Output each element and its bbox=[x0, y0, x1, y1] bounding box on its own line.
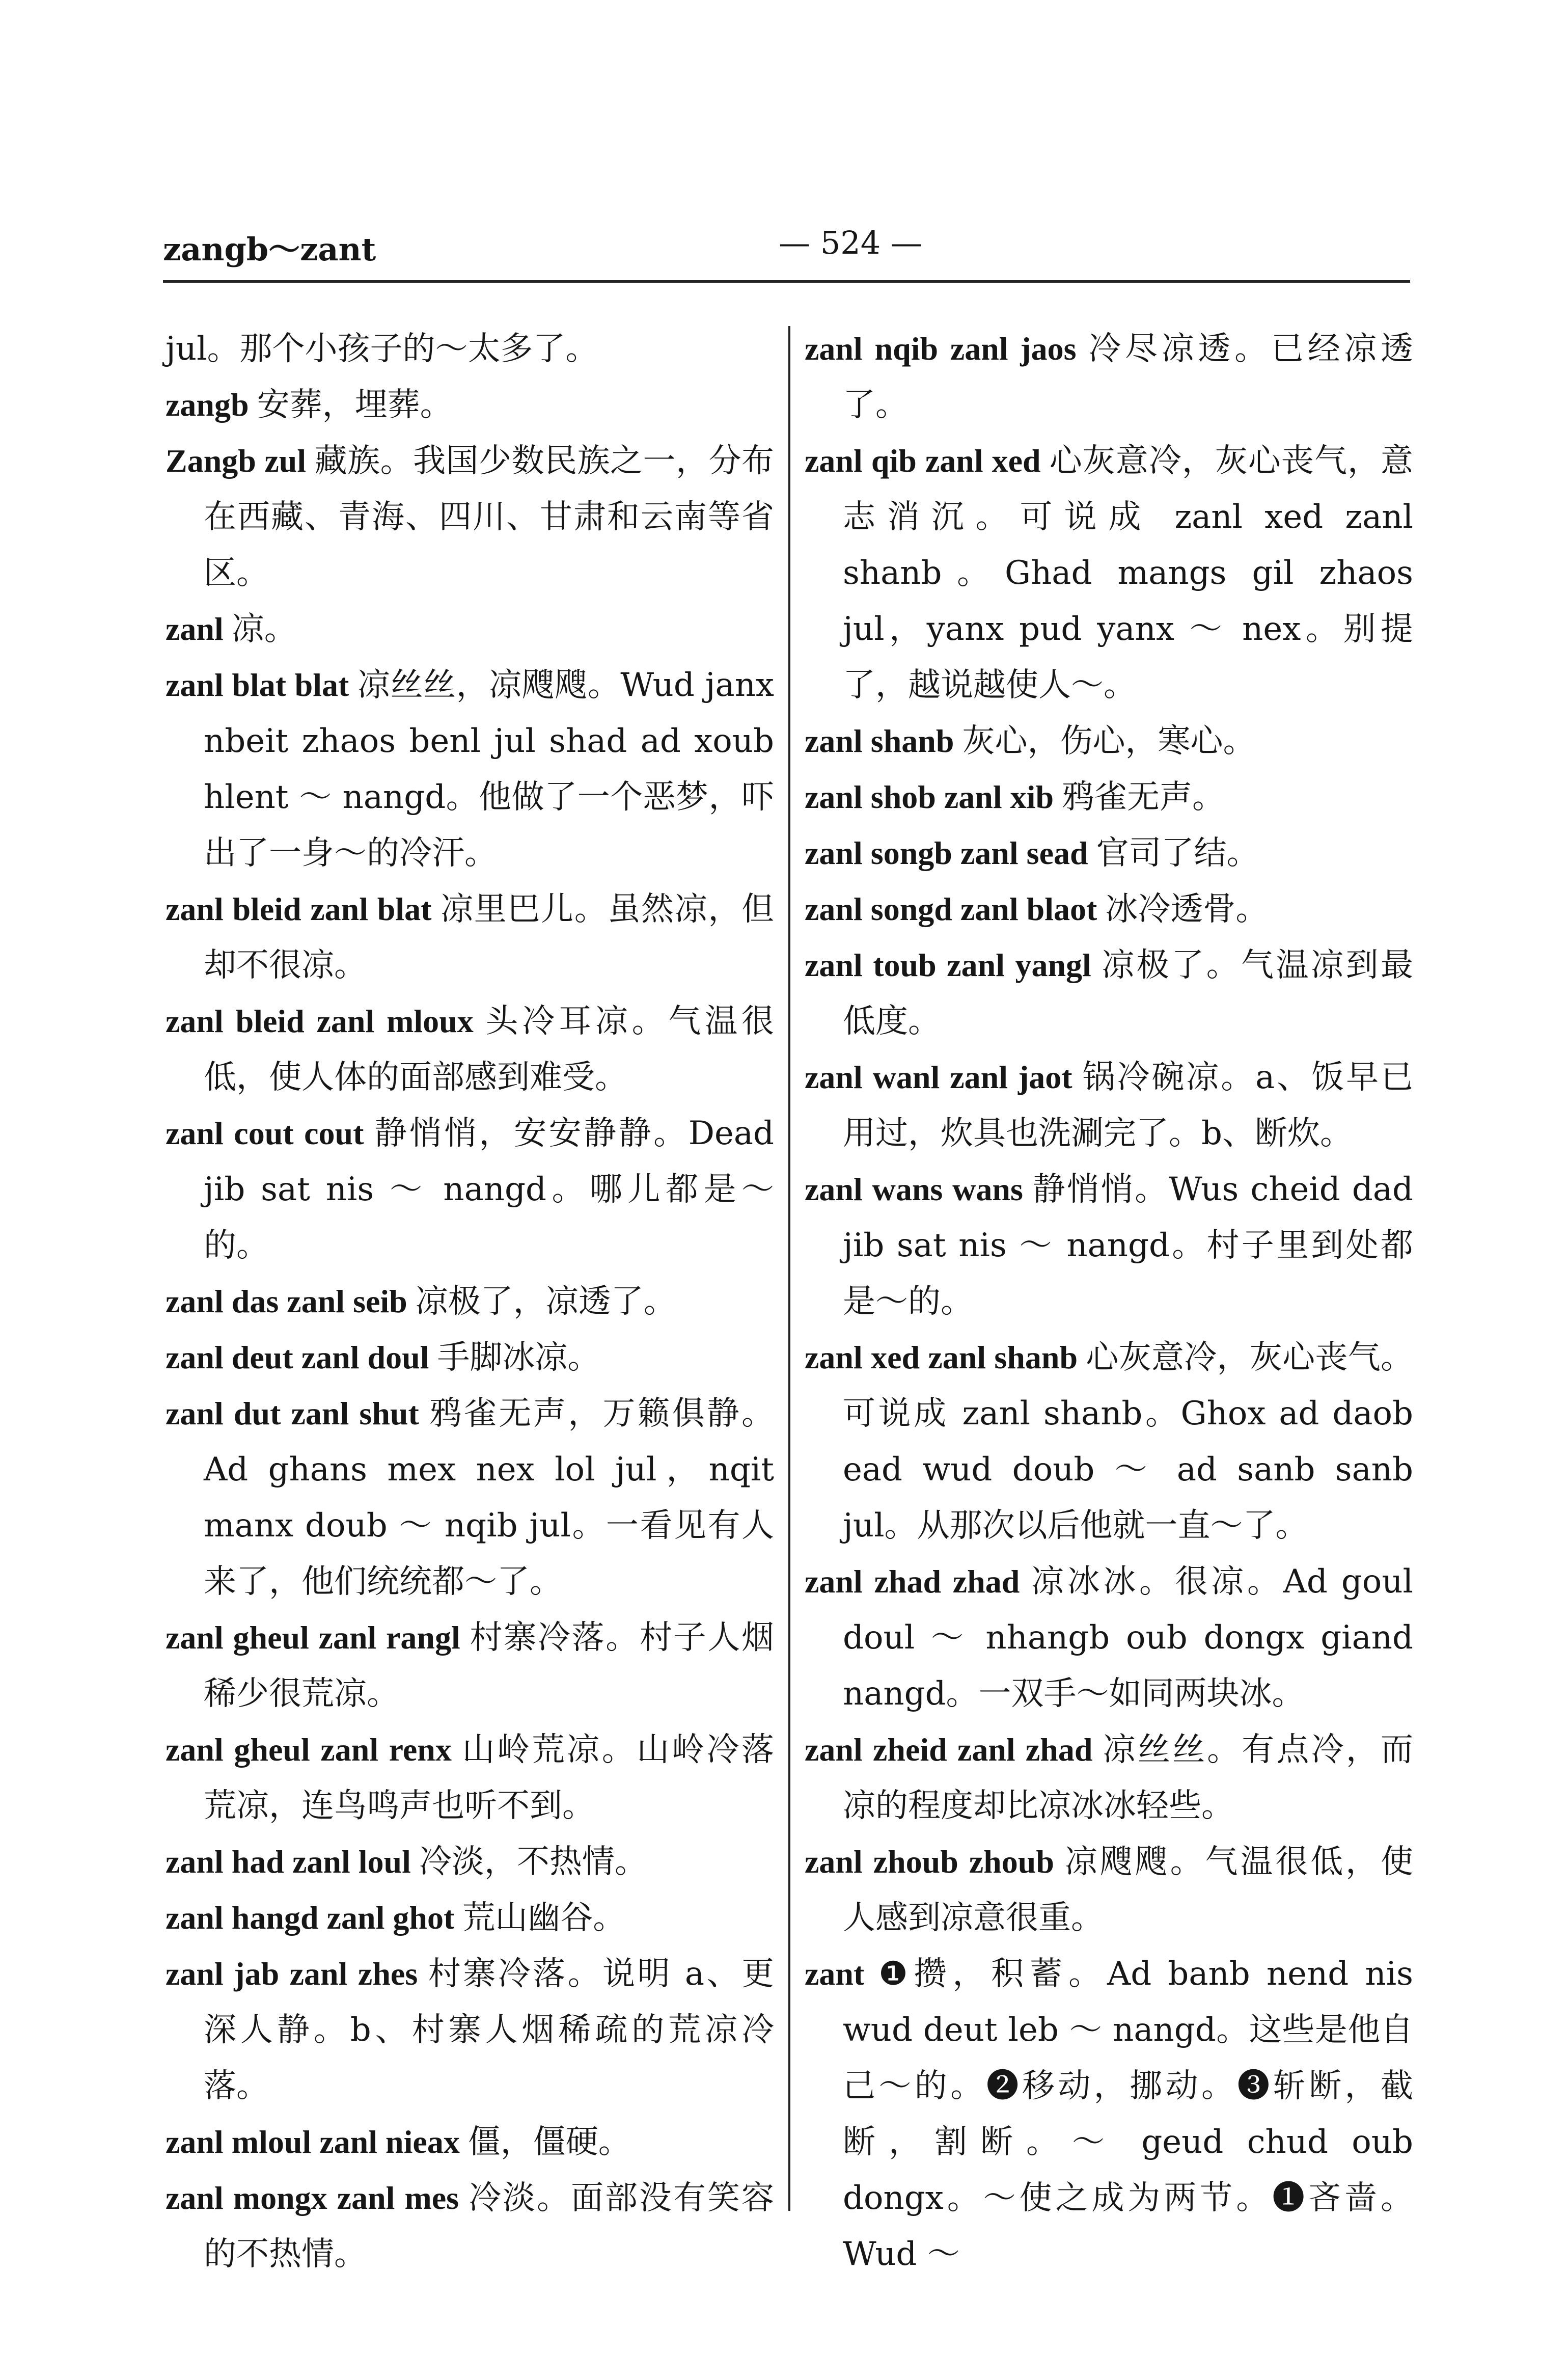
entry-headword: zanl bleid zanl blat bbox=[166, 891, 432, 927]
entry-headword: zanl deut zanl doul bbox=[166, 1339, 429, 1375]
entry-headword: zanl jab zanl zhes bbox=[166, 1956, 418, 1992]
dictionary-entry bbox=[166, 433, 774, 601]
entry-definition: 鸦雀无声，万籁俱静。Ad ghans mex nex lol jul，nqit manx doub ～ nqib jul。一看见有人来了，他们统统都～了。 bbox=[204, 1395, 775, 1601]
entry-definition: 僵，僵硬。 bbox=[467, 2123, 631, 2161]
dictionary-entry bbox=[805, 433, 1413, 713]
left-column bbox=[166, 321, 774, 2282]
dictionary-entry bbox=[166, 1386, 774, 1610]
entry-definition: 冰冷透骨。 bbox=[1105, 890, 1269, 928]
dictionary-entry bbox=[805, 825, 1413, 881]
entry-headword: zanl das zanl seib bbox=[166, 1283, 407, 1319]
dictionary-entry bbox=[805, 881, 1413, 937]
dictionary-entry bbox=[166, 1890, 774, 1946]
entry-headword: zanl songd zanl blaot bbox=[805, 891, 1097, 927]
dictionary-entry bbox=[166, 2114, 774, 2170]
entry-definition: 凉极了。气温凉到最低度。 bbox=[843, 946, 1414, 1040]
entry-definition: 山岭荒凉。山岭冷落荒凉，连鸟鸣声也听不到。 bbox=[204, 1731, 775, 1825]
entry-definition: 头冷耳凉。气温很低，使人体的面部感到难受。 bbox=[204, 1003, 774, 1096]
entry-headword: zanl blat blat bbox=[166, 667, 349, 703]
entry-definition: 心灰意冷，灰心丧气，意志消沉。可说成 zanl xed zanl shanb。Ghad mangs gil zhaos jul，yanx pud yanx ～ nex。别提了，越说越使人～。 bbox=[843, 442, 1414, 704]
entry-headword: zanl zhad zhad bbox=[805, 1563, 1020, 1600]
entry-definition: 安葬，埋葬。 bbox=[257, 386, 453, 424]
dictionary-entry bbox=[805, 1049, 1413, 1161]
entry-headword: zanl shanb bbox=[805, 723, 954, 759]
entry-headword: zanl qib zanl xed bbox=[805, 443, 1041, 479]
entry-headword: zanl gheul zanl rangl bbox=[166, 1619, 460, 1656]
dictionary-entry bbox=[166, 321, 774, 377]
entry-headword: Zangb zul bbox=[166, 443, 307, 479]
entry-headword: zanl xed zanl shanb bbox=[805, 1339, 1078, 1375]
entry-headword: zanl wans wans bbox=[805, 1171, 1023, 1207]
entry-definition: 凉极了，凉透了。 bbox=[415, 1283, 676, 1320]
entry-definition: 荒山幽谷。 bbox=[462, 1899, 626, 1937]
entry-headword: zanl bleid zanl mloux bbox=[166, 1003, 474, 1039]
page-number: — 524 — bbox=[779, 224, 922, 261]
running-head: zangb～zant bbox=[163, 231, 376, 268]
dictionary-entry bbox=[166, 881, 774, 993]
entry-headword: zanl mongx zanl mes bbox=[166, 2180, 459, 2216]
entry-definition: 静悄悄，安安静静。Dead jib sat nis ～ nangd。哪儿都是～的。 bbox=[204, 1115, 775, 1264]
entry-definition: 冷淡。面部没有笑容的不热情。 bbox=[204, 2179, 775, 2273]
entry-headword: zanl toub zanl yangl bbox=[805, 947, 1091, 983]
entry-headword: zanl zheid zanl zhad bbox=[805, 1732, 1093, 1768]
entry-definition: 凉丝丝，凉飕飕。Wud janx nbeit zhaos benl jul shad ad xoub hlent ～ nangd。他做了一个恶梦，吓出了一身～的冷汗。 bbox=[204, 666, 775, 872]
dictionary-entry bbox=[166, 1722, 774, 1834]
dictionary-entry bbox=[805, 1161, 1413, 1330]
entry-headword: zanl cout cout bbox=[166, 1115, 364, 1151]
entry-definition: 村寨冷落。村子人烟稀少很荒凉。 bbox=[204, 1619, 775, 1713]
entry-headword: zanl gheul zanl renx bbox=[166, 1732, 452, 1768]
column-divider bbox=[788, 326, 790, 2211]
entry-definition: jul。那个小孩子的～太多了。 bbox=[166, 330, 598, 368]
dictionary-entry bbox=[805, 769, 1413, 825]
dictionary-entry bbox=[805, 1834, 1413, 1946]
dictionary-entry bbox=[805, 937, 1413, 1049]
dictionary-entry bbox=[166, 993, 774, 1105]
dictionary-entry bbox=[166, 1274, 774, 1330]
entry-headword: zangb bbox=[166, 387, 249, 423]
entry-definition: 凉里巴儿。虽然凉，但却不很凉。 bbox=[204, 890, 775, 984]
dictionary-entry bbox=[805, 1946, 1413, 2282]
dictionary-entry bbox=[166, 1105, 774, 1274]
entry-headword: zanl nqib zanl jaos bbox=[805, 331, 1077, 367]
entry-definition: 静悄悄。Wus cheid dad jib sat nis ～ nangd。村子里到处都是～的。 bbox=[843, 1171, 1414, 1320]
entry-definition: 藏族。我国少数民族之一，分布在西藏、青海、四川、甘肃和云南等省区。 bbox=[204, 442, 775, 592]
entry-definition: 凉丝丝。有点冷，而凉的程度却比凉冰冰轻些。 bbox=[843, 1731, 1413, 1825]
entry-definition: 官司了结。 bbox=[1096, 834, 1259, 872]
dictionary-entry bbox=[166, 1610, 774, 1722]
dictionary-entry bbox=[166, 601, 774, 657]
entry-definition: 手脚冰凉。 bbox=[437, 1339, 600, 1376]
entry-definition: 灰心，伤心，寒心。 bbox=[962, 722, 1256, 760]
dictionary-entry bbox=[166, 2170, 774, 2282]
entry-definition: 凉飕飕。气温很低，使人感到凉意很重。 bbox=[843, 1843, 1414, 1937]
page-header bbox=[163, 214, 1410, 275]
entry-headword: zanl mloul zanl nieax bbox=[166, 2124, 460, 2160]
entry-headword: zanl wanl zanl jaot bbox=[805, 1059, 1072, 1095]
dictionary-entry bbox=[805, 321, 1413, 433]
dictionary-entry bbox=[805, 713, 1413, 769]
entry-headword: zanl zhoub zhoub bbox=[805, 1844, 1054, 1880]
dictionary-entry bbox=[166, 657, 774, 881]
entry-definition: 锅冷碗凉。a、饭早已用过，炊具也洗涮完了。b、断炊。 bbox=[843, 1059, 1414, 1152]
dictionary-entry bbox=[166, 1834, 774, 1890]
dictionary-entry bbox=[166, 1330, 774, 1386]
header-rule bbox=[163, 280, 1410, 283]
dictionary-entry bbox=[166, 1946, 774, 2114]
entry-definition: 冷尽凉透。已经凉透了。 bbox=[843, 330, 1414, 424]
entry-definition: ❶攒，积蓄。Ad banb nend nis wud deut leb ～ nangd。这些是他自己～的。❷移动，挪动。❸斩断，截断，割断。～ geud chud oub dongx。～使之成为两节。❶吝啬。Wud ～ bbox=[843, 1955, 1414, 2273]
entry-definition: 鸦雀无声。 bbox=[1062, 778, 1225, 816]
entry-definition: 凉。 bbox=[231, 610, 297, 648]
right-column bbox=[805, 321, 1413, 2282]
dictionary-entry bbox=[166, 377, 774, 433]
entry-definition: 村寨冷落。说明 a、更深人静。b、村寨人烟稀疏的荒凉冷落。 bbox=[204, 1955, 775, 2105]
entry-headword: zanl had zanl loul bbox=[166, 1844, 411, 1880]
entry-definition: 冷淡，不热情。 bbox=[419, 1843, 647, 1881]
entry-headword: zanl bbox=[166, 611, 224, 647]
entry-definition: 心灰意冷，灰心丧气。可说成 zanl shanb。Ghox ad daob ead wud doub ～ ad sanb sanb jul。从那次以后他就一直～了。 bbox=[843, 1339, 1414, 1545]
entry-definition: 凉冰冰。很凉。Ad goul doul ～ nhangb oub dongx giand nangd。一双手～如同两块冰。 bbox=[843, 1563, 1414, 1713]
entry-headword: zanl hangd zanl ghot bbox=[166, 1900, 455, 1936]
entry-headword: zanl shob zanl xib bbox=[805, 779, 1054, 815]
dictionary-entry bbox=[805, 1722, 1413, 1834]
dictionary-entry bbox=[805, 1554, 1413, 1722]
entry-headword: zant bbox=[805, 1956, 865, 1992]
entry-headword: zanl dut zanl shut bbox=[166, 1395, 419, 1431]
dictionary-entry bbox=[805, 1330, 1413, 1554]
entry-headword: zanl songb zanl sead bbox=[805, 835, 1088, 871]
